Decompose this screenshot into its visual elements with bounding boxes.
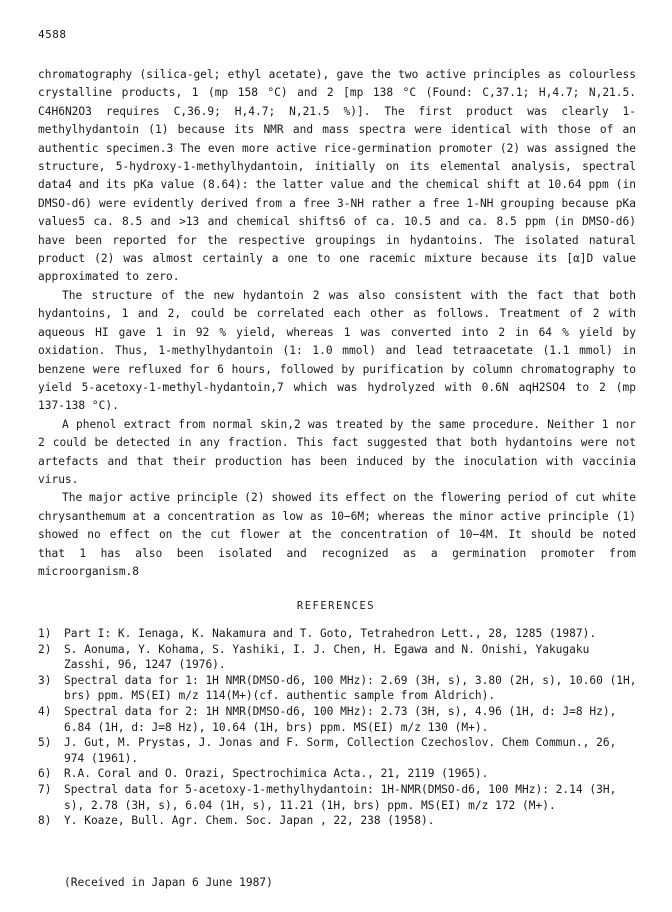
reference-item bbox=[38, 782, 638, 813]
paragraph: A phenol extract from normal skin,2 was treated by the same procedure. Neither 1 nor 2 could be detected in any fraction. This fact suggested that both hydantoins were not artefacts and that their production has been induced by the inoculation with vaccinia virus. bbox=[38, 417, 636, 486]
reference-item bbox=[38, 642, 638, 673]
reference-number: 3) bbox=[38, 673, 52, 687]
reference-item bbox=[38, 673, 638, 704]
reference-number: 7) bbox=[38, 782, 52, 796]
reference-text: Spectral data for 5-acetoxy-1-methylhydantoin: 1H-NMR(DMSO-d6, 100 MHz): 2.14 (3H, s), 2.78 (3H, s), 6.04 (1H, s), 11.21 (1H, brs) ppm. MS(EI) m/z 172 (M+). bbox=[64, 782, 617, 812]
reference-item bbox=[38, 626, 638, 642]
reference-text: Y. Koaze, Bull. Agr. Chem. Soc. Japan , 22, 238 (1958). bbox=[64, 814, 435, 828]
body-text bbox=[38, 66, 636, 581]
paragraph: The major active principle (2) showed its effect on the flowering period of cut white chrysanthemum at a concentration as low as 10−6M; whereas the minor active principle (1) showed no effect on the cut flower at the concentration of 10−4M. It should be noted that 1 has also been isolated and recognized as a germination promoter from microorganism.8 bbox=[38, 491, 636, 578]
page-number: 4588 bbox=[38, 28, 67, 41]
references-heading: REFERENCES bbox=[296, 600, 376, 612]
paragraph: chromatography (silica-gel; ethyl acetate), gave the two active principles as colourless crystalline products, 1 (mp 158 °C) and 2 [mp 138 °C (Found: C,37.1; H,4.7; N,21.5. C4H6N2O3 requires C,36.9; H,4.7; N,21.5 %)]. The first product was clearly 1-methylhydantoin (1) because its NMR and mass spectra were identical with those of an authentic specimen.3 The even more active rice-germination promoter (2) was assigned the structure, 5-hydroxy-1-methylhydantoin, initially on its elemental analysis, spectral data4 and its pKa value (8.64): the latter value and the chemical shift at 10.64 ppm (in DMSO-d6) were evidently derived from a free 3-NH rather a free 1-NH grouping because pKa values5 ca. 8.5 and >13 and chemical shifts6 of ca. 10.5 and ca. 8.5 ppm (in DMSO-d6) have been reported for the respective groupings in hydantoins. The isolated natural product (2) was almost certainly a one to one racemic mixture because its [α]D value approximated to zero. bbox=[38, 68, 636, 284]
reference-list bbox=[38, 626, 638, 829]
reference-item bbox=[38, 766, 638, 782]
reference-number: 4) bbox=[38, 704, 52, 718]
reference-text: J. Gut, M. Prystas, J. Jonas and F. Sorm, Collection Czechoslov. Chem Commun., 26, 974 (1961). bbox=[64, 736, 617, 765]
reference-text: R.A. Coral and O. Orazi, Spectrochimica Acta., 21, 2119 (1965). bbox=[64, 767, 489, 781]
reference-text: Part I: K. Ienaga, K. Nakamura and T. Goto, Tetrahedron Lett., 28, 1285 (1987). bbox=[64, 627, 597, 640]
reference-text: Spectral data for 1: 1H NMR(DMSO-d6, 100 MHz): 2.69 (3H, s), 3.80 (2H, s), 10.60 (1H, brs) ppm. MS(EI) m/z 114(M+)(cf. authentic sample from Aldrich). bbox=[64, 673, 637, 703]
paragraph: The structure of the new hydantoin 2 was also consistent with the fact that both hydantoins, 1 and 2, could be correlated each other as follows. Treatment of 2 with aqueous HI gave 1 in 92 % yield, whereas 1 was converted into 2 in 64 % yield by oxidation. Thus, 1-methylhydantoin (1: 1.0 mmol) and lead tetraacetate (1.1 mmol) in benzene were refluxed for 6 hours, followed by purification by column chromatography to yield 5-acetoxy-1-methyl-hydantoin,7 which was hydrolyzed with 0.6N aqH2SO4 to 2 (mp 137-138 °C). bbox=[38, 288, 636, 413]
reference-item bbox=[38, 704, 638, 735]
reference-number: 1) bbox=[38, 627, 52, 640]
reference-text: Spectral data for 2: 1H NMR(DMSO-d6, 100 MHz): 2.73 (3H, s), 4.96 (1H, d: J=8 Hz), 6.84 (1H, d: J=8 Hz), 10.64 (1H, brs) ppm. MS(EI) m/z 130 (M+). bbox=[64, 704, 617, 734]
reference-number: 5) bbox=[38, 736, 52, 750]
reference-number: 8) bbox=[38, 814, 52, 828]
received-date: (Received in Japan 6 June 1987) bbox=[64, 876, 273, 889]
reference-number: 6) bbox=[38, 767, 52, 781]
reference-text: S. Aonuma, Y. Kohama, S. Yashiki, I. J. Chen, H. Egawa and N. Onishi, Yakugaku Zasshi, 96, 1247 (1976). bbox=[64, 642, 590, 672]
reference-item bbox=[38, 735, 638, 766]
reference-item bbox=[38, 813, 638, 829]
reference-number: 2) bbox=[38, 642, 52, 656]
